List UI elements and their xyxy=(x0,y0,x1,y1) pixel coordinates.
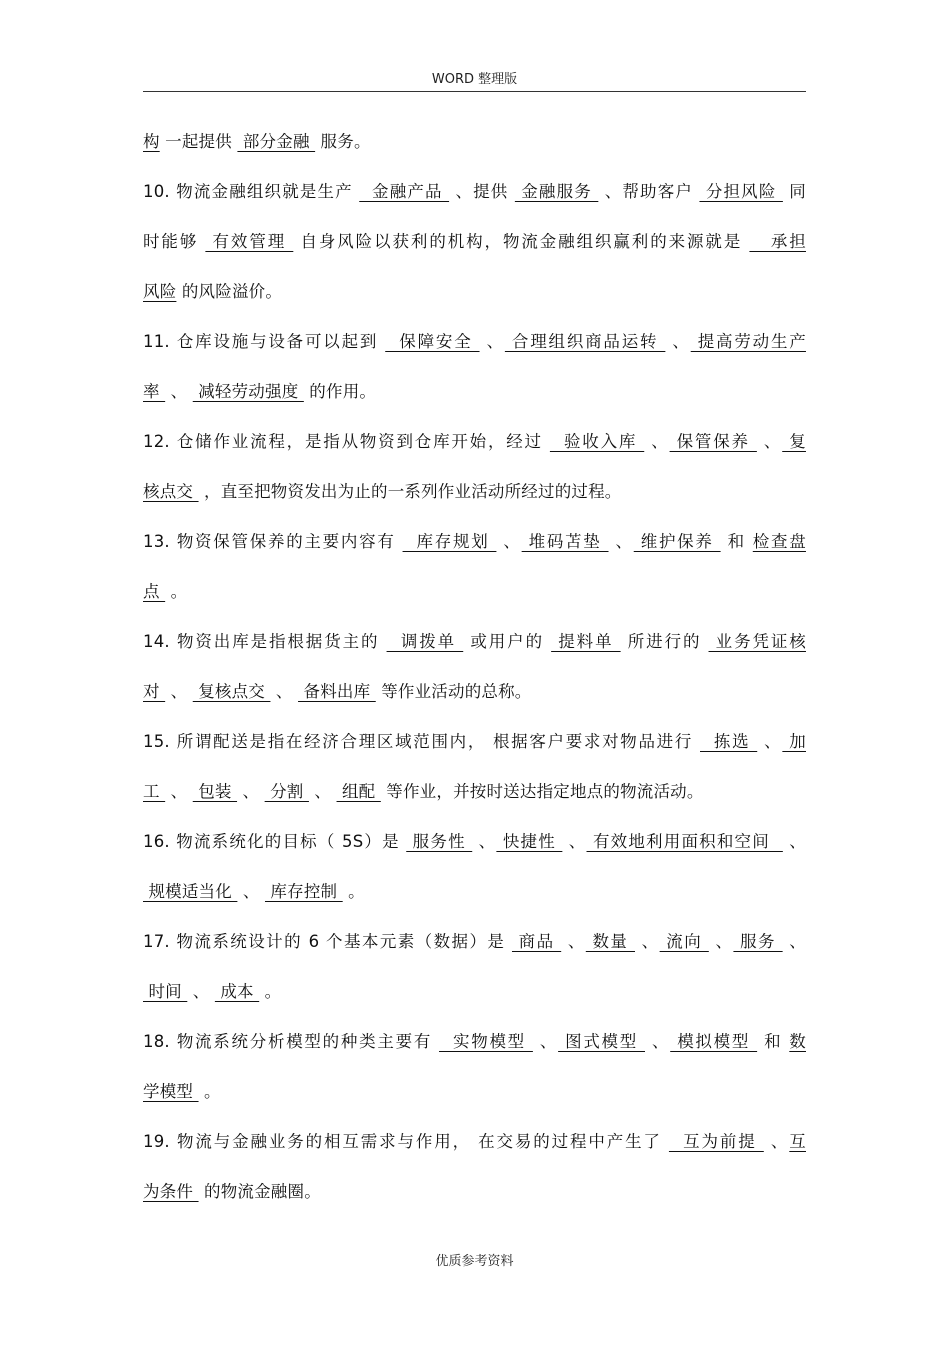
text-line xyxy=(143,217,806,267)
question-text: 15. 所谓配送是指在经济合理区域范围内， 根据客户要求对物品进行 xyxy=(143,732,701,751)
question-text: 12. 仓储作业流程，是指从物资到仓库开始，经过 xyxy=(143,432,550,451)
question-text: 19. 物流与金融业务的相互需求与作用， 在交易的过程中产生了 xyxy=(143,1132,669,1151)
text-line xyxy=(143,667,806,717)
answer-blank: 堆码苫垫 xyxy=(521,532,609,551)
question-text: 、 xyxy=(708,932,734,951)
text-line xyxy=(143,1117,806,1167)
header-divider xyxy=(143,91,806,92)
question-text: 等作业，并按时送达指定地点的物流活动。 xyxy=(380,782,704,801)
answer-blank: 服务 xyxy=(733,932,783,951)
answer-blank: 对 xyxy=(143,682,166,701)
question-text: 、 xyxy=(665,332,691,351)
answer-blank: 备料出库 xyxy=(298,682,376,701)
answer-blank: 点 xyxy=(143,582,166,601)
answer-blank: 为条件 xyxy=(143,1182,199,1201)
answer-blank: 包装 xyxy=(192,782,238,801)
answer-blank: 实物模型 xyxy=(439,1032,533,1051)
answer-blank: 工 xyxy=(143,782,166,801)
answer-blank: 快捷性 xyxy=(496,832,563,851)
question-text: 服务。 xyxy=(315,132,371,151)
text-line xyxy=(143,367,806,417)
question-text: 和 xyxy=(720,532,753,551)
question-text: 、提供 xyxy=(449,182,515,201)
answer-blank: 商品 xyxy=(511,932,562,951)
question-text: 11. 仓库设施与设备可以起到 xyxy=(143,332,386,351)
answer-blank: 风险 xyxy=(143,282,177,301)
question-text: 、 xyxy=(472,832,497,851)
question-text: 、 xyxy=(165,382,193,401)
answer-blank: 库存规划 xyxy=(402,532,497,551)
question-text: 的作用。 xyxy=(303,382,377,401)
question-text: 自身风险以获利的机构，物流金融组织赢利的来源就是 xyxy=(293,232,750,251)
answer-blank: 有效管理 xyxy=(205,232,294,251)
answer-blank: 流向 xyxy=(659,932,709,951)
question-text: 同 xyxy=(782,182,806,201)
answer-blank: 有效地利用面积和空间 xyxy=(586,832,783,851)
text-line xyxy=(143,617,806,667)
answer-blank: 数 xyxy=(789,1032,806,1051)
text-line xyxy=(143,917,806,967)
answer-blank: 分割 xyxy=(264,782,309,801)
answer-blank: 分担风险 xyxy=(699,182,783,201)
answer-blank: 学模型 xyxy=(143,1082,199,1101)
answer-blank: 核点交 xyxy=(143,482,199,501)
text-line xyxy=(143,817,806,867)
answer-blank: 部分金融 xyxy=(237,132,316,151)
answer-blank: 保管保养 xyxy=(669,432,757,451)
answer-blank: 互为前提 xyxy=(668,1132,764,1151)
question-text: 的物流金融圈。 xyxy=(198,1182,321,1201)
question-text: 、 xyxy=(308,782,337,801)
question-text: 的风险溢价。 xyxy=(176,282,283,301)
answer-blank: 率 xyxy=(143,382,166,401)
question-text: 、 xyxy=(237,882,265,901)
text-line xyxy=(143,1067,806,1117)
answer-blank: 金融产品 xyxy=(359,182,450,201)
answer-blank: 规模适当化 xyxy=(143,882,238,901)
page-footer: 优质参考资料 xyxy=(435,1254,514,1269)
answer-blank: 互 xyxy=(789,1132,806,1151)
question-text: 等作业活动的总称。 xyxy=(375,682,532,701)
answer-blank: 库存控制 xyxy=(264,882,343,901)
text-line xyxy=(143,417,806,467)
answer-blank: 业务凭证核 xyxy=(708,632,806,651)
answer-blank: 时间 xyxy=(143,982,188,1001)
answer-blank: 服务性 xyxy=(406,832,473,851)
question-text: 或用户的 xyxy=(463,632,552,651)
answer-blank: 复 xyxy=(782,432,806,451)
answer-blank: 减轻劳动强度 xyxy=(192,382,304,401)
text-line xyxy=(143,717,806,767)
answer-blank: 验收入库 xyxy=(549,432,645,451)
question-text: 。 xyxy=(342,882,365,901)
text-line xyxy=(143,1167,806,1217)
question-text: 13. 物资保管保养的主要内容有 xyxy=(143,532,403,551)
text-line xyxy=(143,1017,806,1067)
answer-blank: 模拟模型 xyxy=(670,1032,758,1051)
text-line xyxy=(143,117,806,167)
question-text: 16. 物流系统化的目标（ 5S）是 xyxy=(143,832,407,851)
answer-blank: 提高劳动生产 xyxy=(690,332,806,351)
text-line xyxy=(143,567,806,617)
question-text: 、 xyxy=(561,932,586,951)
answer-blank: 调拨单 xyxy=(386,632,464,651)
question-text: 、 xyxy=(782,832,806,851)
question-text: ，直至把物资发出为止的一系列作业活动所经过的过程。 xyxy=(198,482,622,501)
question-text: 、 xyxy=(532,1032,559,1051)
page-header: WORD 整理版 xyxy=(431,72,518,87)
text-line xyxy=(143,267,806,317)
answer-blank: 检查盘 xyxy=(752,532,806,551)
question-text: 10. 物流金融组织就是生产 xyxy=(143,182,360,201)
question-text: 。 xyxy=(165,582,188,601)
question-text: 、 xyxy=(644,432,670,451)
answer-blank: 保障安全 xyxy=(385,332,480,351)
answer-blank: 维护保养 xyxy=(633,532,721,551)
question-text: 、 xyxy=(635,932,660,951)
question-text: 、 xyxy=(756,432,783,451)
answer-blank: 图式模型 xyxy=(558,1032,645,1051)
text-line xyxy=(143,767,806,817)
question-text: 、 xyxy=(496,532,522,551)
answer-blank: 金融服务 xyxy=(514,182,599,201)
text-line xyxy=(143,317,806,367)
question-text: 、 xyxy=(608,532,634,551)
text-line xyxy=(143,517,806,567)
question-text: 、 xyxy=(763,1132,790,1151)
text-line xyxy=(143,967,806,1017)
question-text: 、 xyxy=(187,982,215,1001)
question-list xyxy=(143,117,806,1217)
answer-blank: 成本 xyxy=(214,982,260,1001)
answer-blank: 承担 xyxy=(749,232,806,251)
question-text: 所进行的 xyxy=(620,632,709,651)
answer-blank: 拣选 xyxy=(700,732,758,751)
text-line xyxy=(143,167,806,217)
answer-blank: 提料单 xyxy=(551,632,621,651)
answer-blank: 组配 xyxy=(336,782,381,801)
question-text: 一起提供 xyxy=(159,132,238,151)
question-text: 14. 物资出库是指根据货主的 xyxy=(143,632,387,651)
question-text: 、帮助客户 xyxy=(598,182,700,201)
answer-blank: 复核点交 xyxy=(192,682,271,701)
answer-blank: 合理组织商品运转 xyxy=(504,332,666,351)
question-text: 、 xyxy=(479,332,505,351)
answer-blank: 加 xyxy=(782,732,806,751)
question-text: 、 xyxy=(237,782,265,801)
text-line xyxy=(143,467,806,517)
question-text: 、 xyxy=(645,1032,671,1051)
question-text: 、 xyxy=(562,832,587,851)
text-line xyxy=(143,867,806,917)
question-text: 、 xyxy=(165,682,193,701)
question-text: 、 xyxy=(165,782,193,801)
question-text: 、 xyxy=(782,932,806,951)
answer-blank: 构 xyxy=(143,132,160,151)
question-text: 17. 物流系统设计的 6 个基本元素（数据）是 xyxy=(143,932,512,951)
question-text: 。 xyxy=(198,1082,221,1101)
question-text: 、 xyxy=(757,732,783,751)
question-text: 。 xyxy=(259,982,282,1001)
question-text: 和 xyxy=(757,1032,790,1051)
question-text: 、 xyxy=(270,682,299,701)
question-text: 18. 物流系统分析模型的种类主要有 xyxy=(143,1032,440,1051)
answer-blank: 数量 xyxy=(585,932,635,951)
question-text: 时能够 xyxy=(143,232,206,251)
